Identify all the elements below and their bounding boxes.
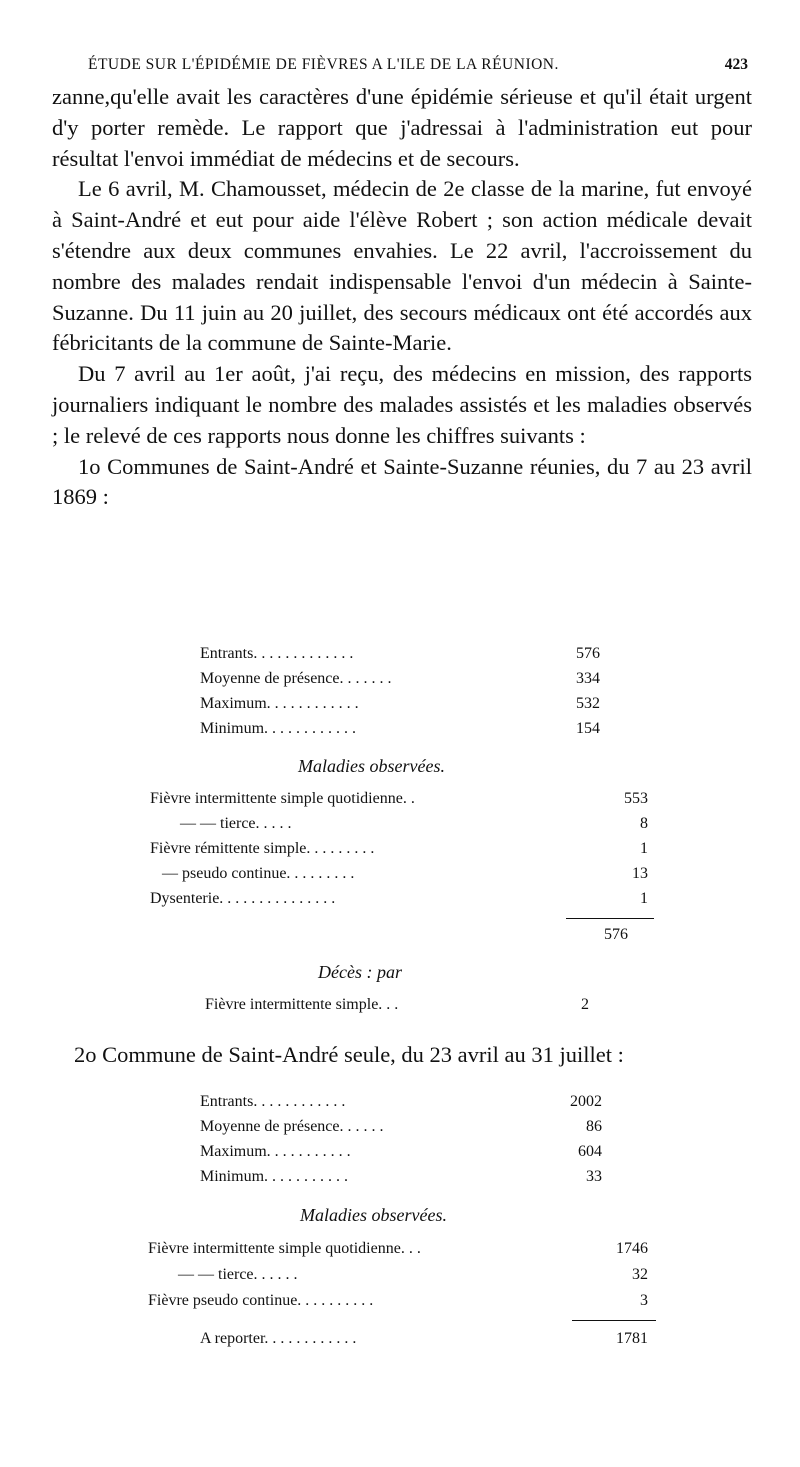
s2-stat-row: Moyenne de présence. . . . . . 86 <box>200 1118 602 1135</box>
s1-disease-row: Fièvre intermittente simple quotidienne. . 553 <box>150 790 648 807</box>
paragraph-1: zanne,qu'elle avait les caractères d'une épidémie sérieuse et qu'il était urgent d'y porter remède. Le rapport que j'adressai à l'administration eut pour résultat l'envoi immédiat de médecins et de secours. <box>52 84 752 171</box>
s1-disease-row: Fièvre rémittente simple. . . . . . . . . 1 <box>150 840 648 857</box>
s2-stat-row: Maximum. . . . . . . . . . . 604 <box>200 1143 602 1160</box>
body-text <box>52 82 752 513</box>
s1-diseases-title: Maladies observées. <box>298 756 445 776</box>
s1-stat-row: Moyenne de présence. . . . . . . 334 <box>200 670 600 687</box>
s2-disease-row: Fièvre intermittente simple quotidienne. . . 1746 <box>148 1240 648 1257</box>
s1-disease-row: Dysenterie. . . . . . . . . . . . . . . 1 <box>150 890 648 907</box>
s2-diseases-title: Maladies observées. <box>300 1205 447 1225</box>
s2-stat-row: Entrants. . . . . . . . . . . . 2002 <box>200 1093 602 1110</box>
s2-disease-row: — — tierce. . . . . . 32 <box>178 1266 648 1283</box>
carry-rule <box>572 1320 656 1321</box>
s1-disease-row: — — tierce. . . . . 8 <box>180 815 648 832</box>
s1-deaths-title: Décès : par <box>318 962 402 982</box>
paragraph-2: Le 6 avril, M. Chamousset, médecin de 2e classe de la marine, fut envoyé à Saint-André et eut pour aide l'élève Robert ; son action médicale devait s'étendre aux deux communes envahies. Le 22 avril, l'accroissement du nombre des malades rendait indispensable l'envoi d'un médecin à Sainte-Suzanne. Du 11 juin au 20 juillet, des secours médicaux ont été accordés aux fébricitants de la commune de Sainte-Marie. <box>52 176 752 356</box>
paragraph-4: 1o Communes de Saint-André et Sainte-Suzanne réunies, du 7 au 23 avril 1869 : <box>52 453 752 510</box>
total-rule <box>566 918 654 919</box>
section2-heading: 2o Commune de Saint-André seule, du 23 avril au 31 juillet : <box>74 1042 624 1067</box>
s1-death-row: Fièvre intermittente simple. . . 2 <box>205 996 589 1013</box>
running-header <box>0 56 800 80</box>
s1-stat-row: Maximum. . . . . . . . . . . . 532 <box>200 695 600 712</box>
s2-disease-row: Fièvre pseudo continue. . . . . . . . . . 3 <box>148 1292 648 1309</box>
s1-disease-row: — pseudo continue. . . . . . . . . 13 <box>162 865 648 882</box>
s1-total: 576 <box>604 926 628 943</box>
header-title: ÉTUDE SUR L'ÉPIDÉMIE DE FIÈVRES A L'ILE DE LA RÉUNION. <box>88 56 559 73</box>
paragraph-3: Du 7 avril au 1er août, j'ai reçu, des médecins en mission, des rapports journaliers indiquant le nombre des malades assistés et les maladies observés ; le relevé de ces rapports nous donne les chiffres suivants : <box>52 361 752 448</box>
page-number: 423 <box>724 56 748 73</box>
s1-stat-row: Minimum. . . . . . . . . . . . 154 <box>200 720 600 737</box>
s2-stat-row: Minimum. . . . . . . . . . . 33 <box>200 1168 602 1185</box>
s1-stat-row: Entrants. . . . . . . . . . . . . 576 <box>200 645 600 662</box>
carry-forward-row: A reporter. . . . . . . . . . . . 1781 <box>200 1330 648 1347</box>
